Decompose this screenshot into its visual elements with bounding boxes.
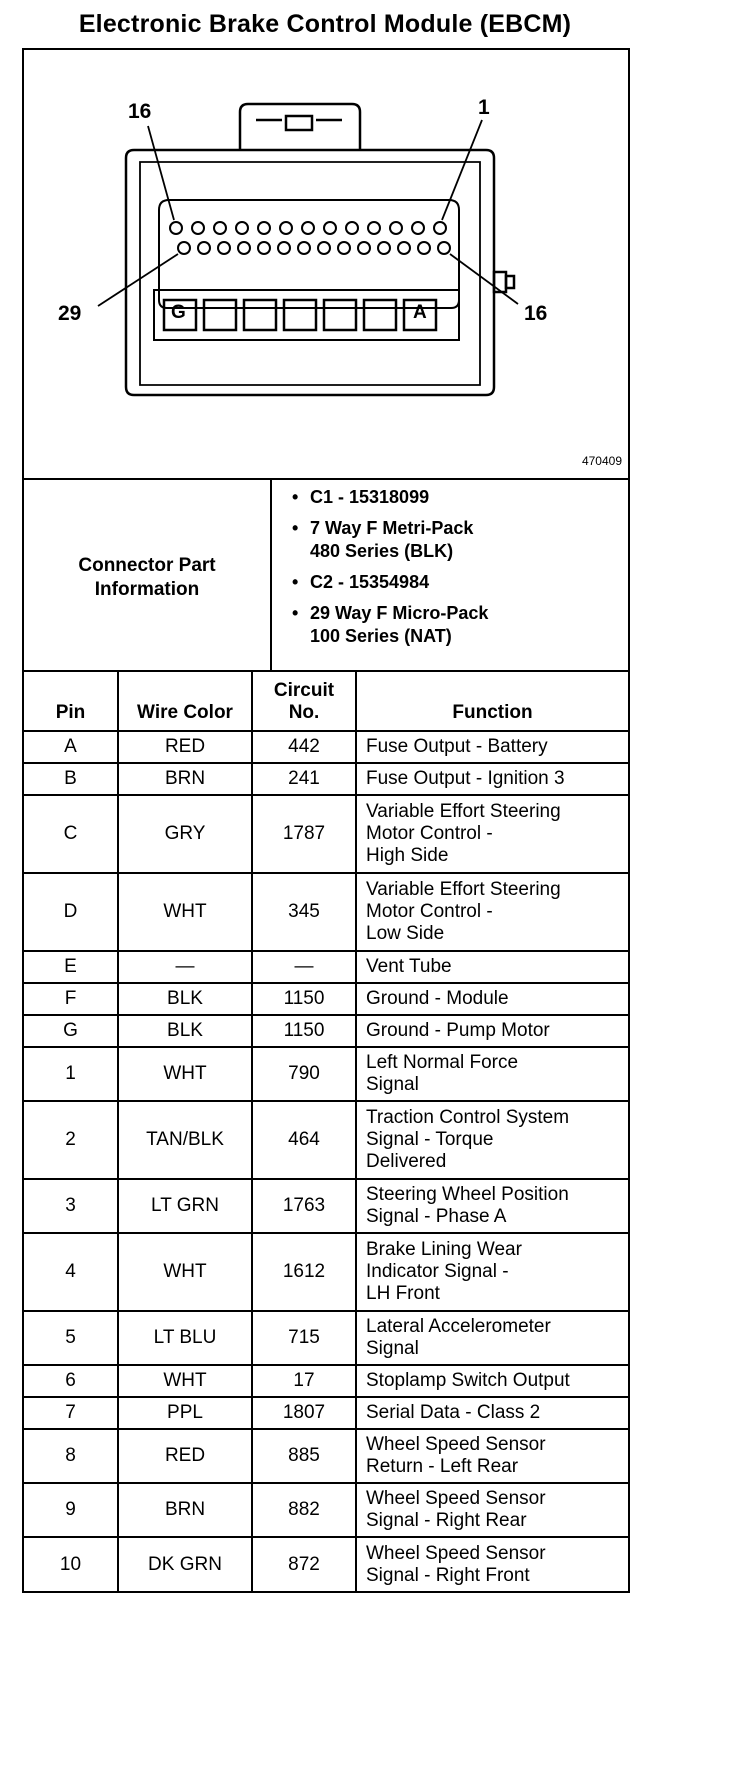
table-row: [24, 1483, 628, 1537]
pin-label-16-top: 16: [128, 100, 152, 123]
function-cell: Steering Wheel Position Signal - Phase A: [356, 1179, 628, 1233]
circuit-cell: 345: [252, 873, 356, 951]
wire-color-cell: WHT: [118, 1233, 252, 1311]
connector-diagram: [24, 50, 628, 480]
connector-info-item: • C1 - 15318099: [280, 486, 628, 509]
pin-cell: A: [24, 731, 118, 763]
table-row: [24, 1179, 628, 1233]
connector-info-item: • C2 - 15354984: [280, 571, 628, 594]
wire-color-cell: DK GRN: [118, 1537, 252, 1591]
wire-color-cell: BRN: [118, 763, 252, 795]
connector-info-item: • 29 Way F Micro-Pack 100 Series (NAT): [280, 602, 628, 648]
header-pin: Pin: [24, 672, 118, 731]
connector-info-list: [272, 480, 628, 670]
circuit-cell: 464: [252, 1101, 356, 1179]
function-cell: Ground - Pump Motor: [356, 1015, 628, 1047]
wire-color-cell: BLK: [118, 983, 252, 1015]
wire-color-cell: WHT: [118, 873, 252, 951]
circuit-cell: 882: [252, 1483, 356, 1537]
circuit-cell: 1612: [252, 1233, 356, 1311]
table-row: [24, 763, 628, 795]
pin-cell: 10: [24, 1537, 118, 1591]
function-cell: Wheel Speed Sensor Return - Left Rear: [356, 1429, 628, 1483]
pin-cell: 1: [24, 1047, 118, 1101]
pin-cell: 2: [24, 1101, 118, 1179]
connector-info-label: [24, 480, 272, 670]
pin-cell: D: [24, 873, 118, 951]
connector-info-label-text: Connector Part Information: [78, 555, 216, 600]
wire-color-cell: GRY: [118, 795, 252, 873]
pin-cell: 9: [24, 1483, 118, 1537]
function-cell: Brake Lining Wear Indicator Signal - LH Front: [356, 1233, 628, 1311]
function-cell: Stoplamp Switch Output: [356, 1365, 628, 1397]
function-cell: Traction Control System Signal - Torque Delivered: [356, 1101, 628, 1179]
pin-label-16-bottom: 16: [524, 302, 548, 325]
wire-color-cell: WHT: [118, 1047, 252, 1101]
table-row: [24, 1015, 628, 1047]
circuit-cell: 1763: [252, 1179, 356, 1233]
pin-label-1: 1: [478, 96, 490, 119]
circuit-cell: 885: [252, 1429, 356, 1483]
table-row: [24, 1101, 628, 1179]
wire-color-cell: BRN: [118, 1483, 252, 1537]
table-row: [24, 1429, 628, 1483]
circuit-cell: 1150: [252, 983, 356, 1015]
table-row: [24, 1365, 628, 1397]
connector-info-item: • 7 Way F Metri-Pack 480 Series (BLK): [280, 517, 628, 563]
wire-color-cell: BLK: [118, 1015, 252, 1047]
header-function: Function: [356, 672, 628, 731]
pin-cell: 8: [24, 1429, 118, 1483]
function-cell: Fuse Output - Ignition 3: [356, 763, 628, 795]
circuit-cell: 17: [252, 1365, 356, 1397]
pin-cell: 6: [24, 1365, 118, 1397]
circuit-cell: 872: [252, 1537, 356, 1591]
function-cell: Left Normal Force Signal: [356, 1047, 628, 1101]
table-header-row: [24, 672, 628, 731]
wire-color-cell: WHT: [118, 1365, 252, 1397]
wire-color-cell: LT BLU: [118, 1311, 252, 1365]
pinout-table-body: [24, 731, 628, 1591]
circuit-cell: 241: [252, 763, 356, 795]
function-cell: Variable Effort Steering Motor Control - High Side: [356, 795, 628, 873]
pin-cell: E: [24, 951, 118, 983]
table-row: [24, 1311, 628, 1365]
table-row: [24, 873, 628, 951]
pin-cell: B: [24, 763, 118, 795]
pin-cell: C: [24, 795, 118, 873]
function-cell: Wheel Speed Sensor Signal - Right Rear: [356, 1483, 628, 1537]
page-title: Electronic Brake Control Module (EBCM): [78, 10, 572, 38]
table-row: [24, 983, 628, 1015]
wire-color-cell: LT GRN: [118, 1179, 252, 1233]
pin-label-29: 29: [58, 302, 82, 325]
table-row: [24, 951, 628, 983]
pinout-table: [24, 672, 628, 1591]
connector-drawing: [24, 50, 628, 478]
circuit-cell: 715: [252, 1311, 356, 1365]
wire-color-cell: —: [118, 951, 252, 983]
function-cell: Fuse Output - Battery: [356, 731, 628, 763]
function-cell: Ground - Module: [356, 983, 628, 1015]
table-row: [24, 1537, 628, 1591]
table-row: [24, 1047, 628, 1101]
header-circuit-no: Circuit No.: [252, 672, 356, 731]
pin-cell: 3: [24, 1179, 118, 1233]
function-cell: Variable Effort Steering Motor Control - Low Side: [356, 873, 628, 951]
header-wire-color: Wire Color: [118, 672, 252, 731]
circuit-cell: —: [252, 951, 356, 983]
figure-number: 470409: [581, 454, 622, 468]
pin-cell: 5: [24, 1311, 118, 1365]
function-cell: Lateral Accelerometer Signal: [356, 1311, 628, 1365]
wire-color-cell: RED: [118, 731, 252, 763]
slot-label-g: G: [171, 302, 186, 323]
circuit-cell: 790: [252, 1047, 356, 1101]
table-row: [24, 1233, 628, 1311]
pin-cell: 4: [24, 1233, 118, 1311]
pinout-frame: [22, 48, 630, 1593]
circuit-cell: 442: [252, 731, 356, 763]
table-row: [24, 1397, 628, 1429]
wire-color-cell: RED: [118, 1429, 252, 1483]
circuit-cell: 1807: [252, 1397, 356, 1429]
pin-cell: G: [24, 1015, 118, 1047]
connector-info: [24, 480, 628, 672]
slot-label-a: A: [413, 302, 427, 323]
function-cell: Wheel Speed Sensor Signal - Right Front: [356, 1537, 628, 1591]
pin-cell: 7: [24, 1397, 118, 1429]
function-cell: Serial Data - Class 2: [356, 1397, 628, 1429]
table-row: [24, 795, 628, 873]
circuit-cell: 1150: [252, 1015, 356, 1047]
circuit-cell: 1787: [252, 795, 356, 873]
wire-color-cell: TAN/BLK: [118, 1101, 252, 1179]
function-cell: Vent Tube: [356, 951, 628, 983]
pin-cell: F: [24, 983, 118, 1015]
wire-color-cell: PPL: [118, 1397, 252, 1429]
table-row: [24, 731, 628, 763]
